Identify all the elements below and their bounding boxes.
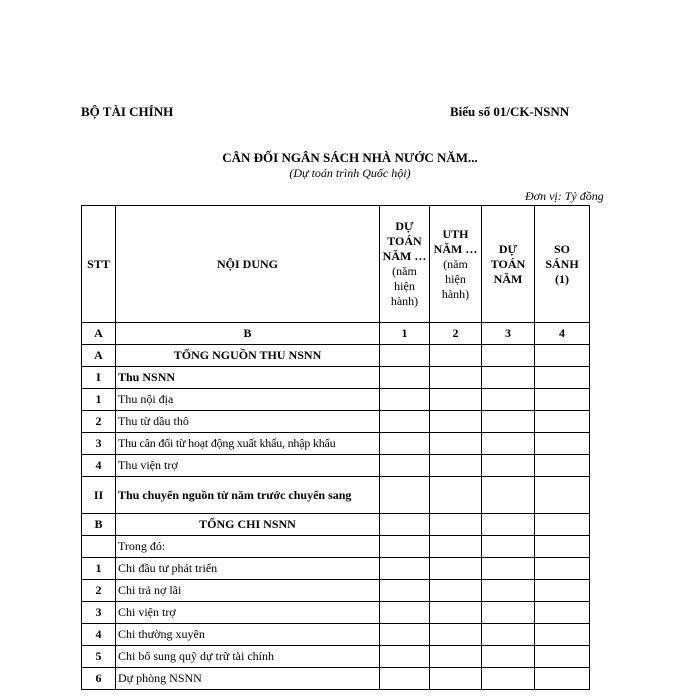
ministry-name: BỘ TÀI CHÍNH (81, 104, 174, 119)
row-content: Thu cân đối từ hoạt động xuất khẩu, nhập khẩu (116, 433, 380, 455)
row-content: Dự phòng NSNN (116, 668, 380, 690)
value-cell (535, 646, 590, 668)
header-col3: DỰ TOÁN NĂM (482, 206, 535, 323)
value-cell (430, 536, 482, 558)
value-cell (535, 411, 590, 433)
value-cell (430, 602, 482, 624)
index-cell: B (116, 323, 380, 345)
value-cell (535, 345, 590, 367)
value-cell (482, 558, 535, 580)
value-cell (430, 477, 482, 514)
value-cell (380, 514, 430, 536)
value-cell (380, 411, 430, 433)
table-row (82, 580, 590, 602)
value-cell (482, 345, 535, 367)
value-cell (430, 668, 482, 690)
unit-label: Đơn vị: Tỷ đồng (525, 189, 604, 203)
index-row (82, 323, 590, 345)
value-cell (430, 345, 482, 367)
row-content: Chi viện trợ (116, 602, 380, 624)
value-cell (380, 477, 430, 514)
row-stt: 4 (82, 624, 116, 646)
value-cell (380, 389, 430, 411)
row-stt: B (82, 514, 116, 536)
value-cell (535, 668, 590, 690)
header-col2-title: UTH NĂM … (433, 226, 478, 256)
row-stt: 3 (82, 602, 116, 624)
value-cell (535, 624, 590, 646)
value-cell (380, 536, 430, 558)
document-title: CÂN ĐỐI NGÂN SÁCH NHÀ NƯỚC NĂM... (222, 150, 478, 165)
value-cell (482, 668, 535, 690)
row-stt: 4 (82, 455, 116, 477)
value-cell (380, 433, 430, 455)
value-cell (482, 389, 535, 411)
row-stt: 3 (82, 433, 116, 455)
table-row (82, 668, 590, 690)
value-cell (482, 411, 535, 433)
value-cell (535, 455, 590, 477)
value-cell (535, 536, 590, 558)
value-cell (430, 411, 482, 433)
value-cell (430, 624, 482, 646)
value-cell (535, 580, 590, 602)
value-cell (482, 514, 535, 536)
value-cell (482, 536, 535, 558)
value-cell (430, 580, 482, 602)
row-stt: 5 (82, 646, 116, 668)
value-cell (430, 646, 482, 668)
row-stt (82, 536, 116, 558)
table-row (82, 433, 590, 455)
value-cell (535, 602, 590, 624)
value-cell (535, 558, 590, 580)
header-col1-note: (năm hiện hành) (390, 264, 419, 308)
header-content: NỘI DUNG (116, 206, 380, 323)
index-cell: 1 (380, 323, 430, 345)
value-cell (380, 646, 430, 668)
value-cell (482, 646, 535, 668)
table-row (82, 558, 590, 580)
index-cell: 4 (535, 323, 590, 345)
value-cell (482, 624, 535, 646)
index-cell: A (82, 323, 116, 345)
value-cell (535, 367, 590, 389)
value-cell (430, 367, 482, 389)
value-cell (380, 345, 430, 367)
table-row (82, 345, 590, 367)
value-cell (535, 433, 590, 455)
value-cell (482, 580, 535, 602)
document-subtitle: (Dự toán trình Quốc hội) (289, 166, 411, 180)
row-stt: I (82, 367, 116, 389)
table-header-row (82, 206, 590, 323)
value-cell (535, 477, 590, 514)
row-content: Trong đó: (116, 536, 380, 558)
header-col2-note: (năm hiện hành) (441, 256, 470, 301)
budget-table (81, 205, 590, 690)
row-content: Thu nội địa (116, 389, 380, 411)
value-cell (430, 514, 482, 536)
table-row (82, 536, 590, 558)
header-col1 (380, 206, 430, 323)
header-col1-title: DỰ TOÁN NĂM … (382, 219, 427, 263)
row-stt: A (82, 345, 116, 367)
value-cell (482, 367, 535, 389)
value-cell (380, 455, 430, 477)
row-stt: 2 (82, 411, 116, 433)
table-row (82, 646, 590, 668)
value-cell (482, 433, 535, 455)
value-cell (482, 477, 535, 514)
row-stt: 6 (82, 668, 116, 690)
row-content: Chi trả nợ lãi (116, 580, 380, 602)
header-col2 (430, 206, 482, 323)
header-stt: STT (82, 206, 116, 323)
table-row (82, 602, 590, 624)
value-cell (380, 624, 430, 646)
value-cell (535, 514, 590, 536)
value-cell (380, 558, 430, 580)
value-cell (482, 602, 535, 624)
row-content: Chi thường xuyên (116, 624, 380, 646)
row-content: Thu viện trợ (116, 455, 380, 477)
row-content: TỔNG CHI NSNN (116, 514, 380, 536)
row-content: TỔNG NGUỒN THU NSNN (116, 345, 380, 367)
row-stt: 2 (82, 580, 116, 602)
table-row (82, 389, 590, 411)
row-content: Chi bổ sung quỹ dự trữ tài chính (116, 646, 380, 668)
table-row (82, 455, 590, 477)
index-cell: 2 (430, 323, 482, 345)
table-row (82, 477, 590, 514)
row-content: Chi đầu tư phát triển (116, 558, 380, 580)
index-cell: 3 (482, 323, 535, 345)
header-col4: SO SÁNH (1) (535, 206, 590, 323)
row-stt: 1 (82, 558, 116, 580)
table-row (82, 514, 590, 536)
value-cell (430, 558, 482, 580)
value-cell (430, 433, 482, 455)
table-row (82, 411, 590, 433)
value-cell (430, 455, 482, 477)
table-row (82, 624, 590, 646)
row-stt: 1 (82, 389, 116, 411)
value-cell (380, 367, 430, 389)
value-cell (430, 389, 482, 411)
row-content: Thu chuyển nguồn từ năm trước chuyển sang (116, 477, 380, 514)
table-row (82, 367, 590, 389)
value-cell (380, 602, 430, 624)
row-content: Thu NSNN (116, 367, 380, 389)
form-code: Biểu số 01/CK-NSNN (450, 104, 570, 119)
value-cell (482, 455, 535, 477)
value-cell (380, 580, 430, 602)
row-content: Thu từ dầu thô (116, 411, 380, 433)
value-cell (380, 668, 430, 690)
row-stt: II (82, 477, 116, 514)
value-cell (535, 389, 590, 411)
